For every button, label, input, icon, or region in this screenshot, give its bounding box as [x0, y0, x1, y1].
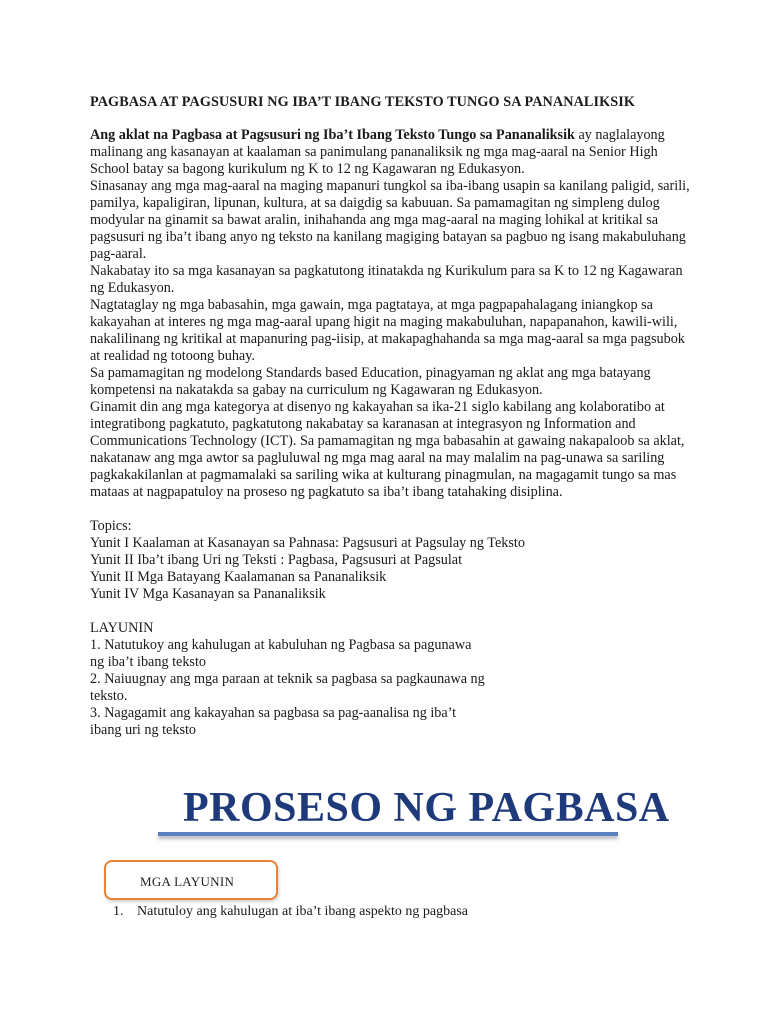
slide-list-item	[113, 904, 468, 920]
spacer	[90, 603, 690, 620]
layunin-line: 2. Naiuugnay ang mga paraan at teknik sa pagbasa sa pagkaunawa ng	[90, 671, 485, 687]
paragraph: Nagtataglay ng mga babasahin, mga gawain, mga pagtataya, at mga pagpapahalagang iniangkop sa kakayahan at interes ng mga mag-aaral upang higit na maging makabuluhan, napapanahon, kawili-wili, nakalilinang ng kritikal at mapanuring pag-iisip, at makapaghahanda sa mga mag-aaral sa mga pagsubok at realidad ng totoong buhay.	[90, 297, 685, 364]
layunin-line: teksto.	[90, 688, 128, 704]
topic-item: Yunit II Iba’t ibang Uri ng Teksti : Pagbasa, Pagsusuri at Pagsulat	[90, 552, 463, 568]
layunin-line: ng iba’t ibang teksto	[90, 654, 206, 670]
paragraph: Sinasanay ang mga mag-aaral na maging mapanuri tungkol sa iba-ibang usapin sa kanilang paligid, sarili, pamilya, kapaligiran, lipunan, kultura, at sa daigdig sa kabuuan. Sa pamamagitan ng simpleng dulog modyular na ginamit sa bawat aralin, inihahanda ang mga mag-aaral na maging lohikal at kritikal sa pagsusuri ng iba’t ibang anyo ng teksto na kanilang magiging batayan sa pagbuo ng isang makabuluhang pag-aaral.	[90, 178, 690, 262]
topics-heading: Topics:	[90, 518, 132, 534]
layunin-line: 1. Natutukoy ang kahulugan at kabuluhan ng Pagbasa sa pagunawa	[90, 637, 472, 653]
topic-item: Yunit I Kaalaman at Kasanayan sa Pahnasa: Pagsusuri at Pagsulay ng Teksto	[90, 535, 525, 551]
slide-banner-title: PROSESO NG PAGBASA	[183, 785, 670, 831]
spacer	[90, 501, 690, 518]
section-label: MGA LAYUNIN	[140, 874, 235, 889]
paragraph: Nakabatay ito sa mga kasanayan sa pagkatutong itinatakda ng Kurikulum para sa K to 12 ng Kagawaran ng Edukasyon.	[90, 263, 683, 296]
document-title: PAGBASA AT PAGSUSURI NG IBA’T IBANG TEKSTO TUNGO SA PANANALIKSIK	[90, 94, 635, 110]
layunin-line: ibang uri ng teksto	[90, 722, 196, 738]
section-label-box	[104, 860, 278, 900]
document-body	[90, 127, 690, 739]
intro-paragraph	[90, 127, 690, 178]
paragraph: Ginamit din ang mga kategorya at disenyo ng kakayahan sa ika-21 siglo kabilang ang kolaboratibo at integratibong pagkatuto, pagkatutong nakabatay sa karanasan at integrasyon ng Information and Communications Technology (ICT). Sa pamamagitan ng mga babasahin at gawaing nakapaloob sa aklat, nakatanaw ang mga awtor sa pagluluwal ng mga mag aaral na may malalim na pag-unawa sa sariling pagkakakilanlan at pagmamalaki sa sariling wika at kulturang pinagmulan, na magagamit tungo sa mas mataas at nagpapatuloy na proseso ng pagkatuto sa iba’t ibang tatahaking disiplina.	[90, 399, 685, 500]
layunin-heading: LAYUNIN	[90, 620, 154, 636]
layunin-line: 3. Nagagamit ang kakayahan sa pagbasa sa pag-aanalisa ng iba’t	[90, 705, 457, 721]
list-number: 1.	[113, 904, 124, 919]
topic-item: Yunit II Mga Batayang Kaalamanan sa Pananaliksik	[90, 569, 387, 585]
topic-item: Yunit IV Mga Kasanayan sa Pananaliksik	[90, 586, 326, 602]
book-title-bold: Ang aklat na Pagbasa at Pagsusuri ng Iba’t Ibang Teksto Tungo sa Pananaliksik	[90, 127, 575, 143]
banner-underline	[158, 832, 618, 836]
paragraph: Sa pamamagitan ng modelong Standards based Education, pinagyaman ng aklat ang mga batayang kompetensi na nakatakda sa gabay na curriculum ng Kagawaran ng Edukasyon.	[90, 365, 651, 398]
intro-text: ay naglalayong malinang ang kasanayan at kaalaman sa panimulang pananaliksik ng mga mag-aaral na Senior High School batay sa bagong kurikulum ng K to 12 ng Kagawaran ng Edukasyon.	[90, 127, 665, 177]
list-item-text: Natutuloy ang kahulugan at iba’t ibang aspekto ng pagbasa	[137, 904, 468, 919]
